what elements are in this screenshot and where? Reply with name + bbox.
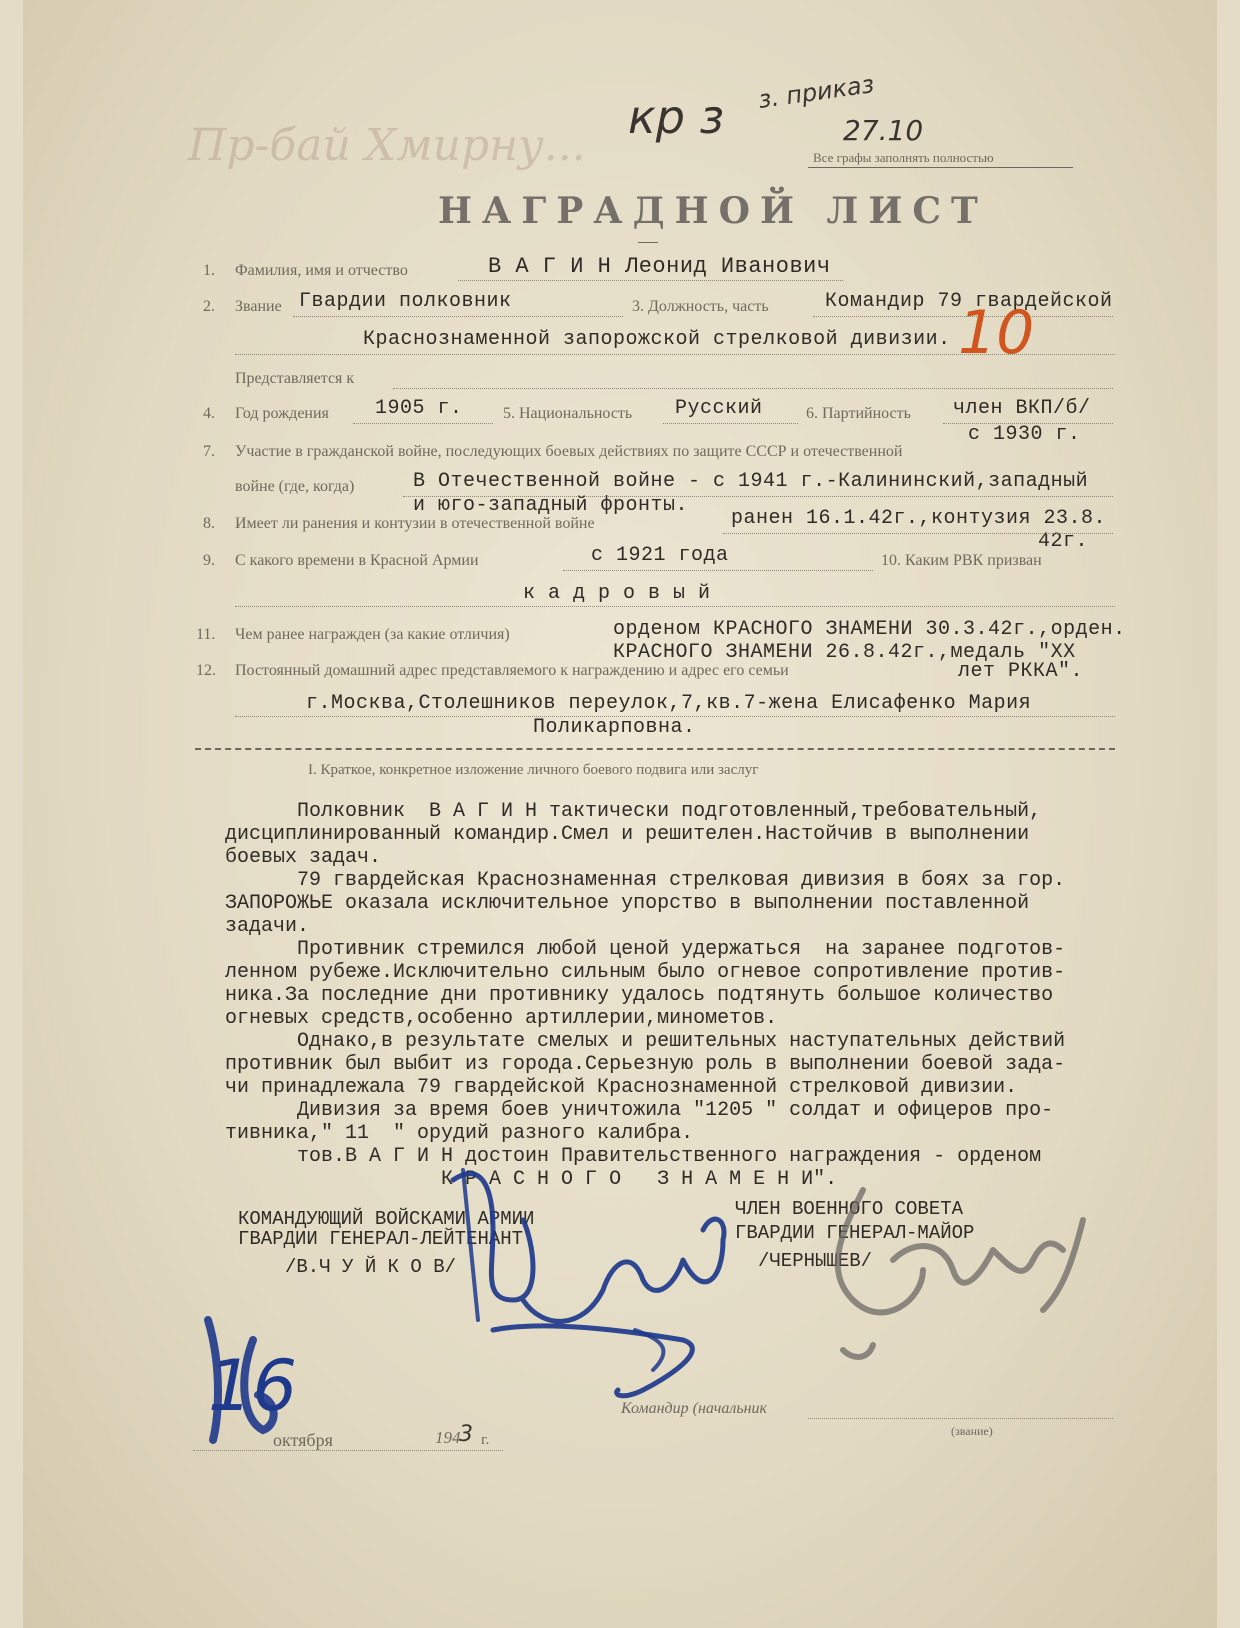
merit-line: Полковник В А Г И Н тактически подготовленный,требовательный, — [225, 800, 1042, 823]
merit-line: чи принадлежала 79 гвардейской Краснознаменной стрелковой дивизии. — [225, 1076, 1018, 1099]
merit-line: Дивизия за время боев уничтожила "1205 " солдат и офицеров про- — [225, 1099, 1054, 1122]
pencil-note: кр з — [628, 90, 725, 144]
field-8-value: ранен 16.1.42г.,контузия 23.8. — [731, 507, 1107, 530]
footer-year-handwritten: 3 — [459, 1422, 473, 1447]
pencil-date: 27.10 — [843, 114, 924, 147]
field-10-value: к а д р о в ы й — [523, 582, 711, 605]
merit-line: Однако,в результате смелых и решительных наступательных действий — [225, 1030, 1066, 1053]
field-3-label: 3. Должность, часть — [632, 298, 769, 315]
handwritten-signatures — [23, 0, 1217, 1628]
merit-line: Противник стремился любой ценой удержаться на заранее подготов- — [225, 938, 1066, 961]
field-11-number: 11. — [196, 626, 216, 643]
field-12-value-continued: Поликарповна. — [533, 716, 696, 739]
chuikov-signature — [453, 1174, 724, 1396]
field-2-label: Звание — [235, 298, 282, 315]
merit-line: тивника," 11 " орудий разного калибра. — [225, 1122, 694, 1145]
field-3-value: Командир 79 гвардейской — [825, 290, 1113, 313]
field-11-value-continued: КРАСНОГО ЗНАМЕНИ 26.8.42г.,медаль "XX — [613, 641, 1076, 664]
field-11-value: орденом КРАСНОГО ЗНАМЕНИ 30.3.42г.,орден. — [613, 618, 1126, 641]
field-9-value: с 1921 года — [591, 544, 729, 567]
merit-line: боевых задач. — [225, 846, 382, 869]
field-12-number: 12. — [196, 662, 216, 679]
left-signatory-rank: ГВАРДИИ ГЕНЕРАЛ-ЛЕЙТЕНАНТ — [238, 1228, 524, 1250]
field-9-label: С какого времени в Красной Армии — [235, 552, 479, 569]
merit-line: задачи. — [225, 915, 310, 938]
field-5-value: Русский — [675, 397, 763, 420]
merit-line: дисциплинированный командир.Смел и решителен.Настойчив в выполнении — [225, 823, 1030, 846]
merit-line: огневых средств,особенно артиллерии,минометов. — [225, 1007, 778, 1030]
left-signatory-title: КОМАНДУЮЩИЙ ВОЙСКАМИ АРМИИ — [238, 1208, 535, 1230]
document-title: НАГРАДНОЙ ЛИСТ — [438, 190, 988, 232]
field-6-label: 6. Партийность — [806, 405, 911, 422]
faded-stamp-text: Пр-бай Хмирну... — [188, 120, 586, 171]
field-12-value: г.Москва,Столешников переулок,7,кв.7-жена Елисафенко Мария — [306, 692, 1032, 715]
field-3-value-continued: Краснознаменной запорожской стрелковой дивизии. — [363, 328, 951, 351]
footer-year: 194 — [435, 1428, 461, 1447]
field-8-number: 8. — [203, 515, 215, 532]
field-7-value: В Отечественной войне - с 1941 г.-Калининский,западный — [413, 470, 1089, 493]
merit-line: противник был выбит из города.Серьезную роль в выполнении боевой зада- — [225, 1053, 1066, 1076]
pencil-note-order: з. приказ — [756, 70, 876, 114]
right-signatory-rank: ГВАРДИИ ГЕНЕРАЛ-МАЙОР — [735, 1222, 975, 1244]
footer-date-line — [193, 1450, 503, 1451]
footer-day: 16 — [208, 1345, 298, 1427]
section-heading: I. Краткое, конкретное изложение личного боевого подвига или заслуг — [308, 762, 759, 778]
left-signatory-name: /В.Ч У Й К О В/ — [285, 1256, 457, 1278]
commander-line — [808, 1418, 1113, 1419]
field-5-label: 5. Национальность — [503, 405, 633, 422]
field-8-label: Имеет ли ранения и контузии в отечественной войне — [235, 515, 595, 532]
right-signatory-name: /ЧЕРНЫШЕВ/ — [758, 1250, 873, 1272]
merit-line: ЗАПОРОЖЬЕ оказала исключительное упорство в выполнении поставленной — [225, 892, 1030, 915]
field-8-value-continued: 42г. — [1038, 530, 1089, 553]
field-4-label: Год рождения — [235, 405, 329, 422]
field-12-label: Постоянный домашний адрес представляемого к награждению и адрес его семьи — [235, 662, 789, 679]
field-9-number: 9. — [203, 552, 215, 569]
merit-line: ленном рубеже.Исключительно сильным было огневое сопротивление против- — [225, 961, 1066, 984]
field-7-value-continued: и юго-западный фронты. — [413, 494, 689, 517]
field-7-label-continued: войне (где, когда) — [235, 478, 355, 495]
presented-label: Представляется к — [235, 370, 355, 387]
field-2-number: 2. — [203, 298, 215, 315]
field-11-label: Чем ранее награжден (за какие отличия) — [235, 626, 510, 643]
merit-line: тов.В А Г И Н достоин Правительственного награждения - орденом — [225, 1145, 1042, 1168]
merit-line: К Р А С Н О Г О З Н А М Е Н И". — [225, 1168, 838, 1191]
merit-line: 79 гвардейская Краснознаменная стрелковая дивизия в боях за гор. — [225, 869, 1066, 892]
right-signatory-title: ЧЛЕН ВОЕННОГО СОВЕТА — [735, 1198, 964, 1220]
field-6-value-continued: с 1930 г. — [968, 423, 1081, 446]
field-4-value: 1905 г. — [375, 397, 463, 420]
field-1-number: 1. — [203, 262, 215, 279]
field-2-value: Гвардии полковник — [299, 290, 512, 313]
field-1-value: В А Г И Н Леонид Иванович — [488, 254, 831, 279]
field-10-label: 10. Каким РВК призван — [881, 552, 1042, 569]
footer-month: октября — [273, 1430, 333, 1450]
merit-line: ника.За последние дни противнику удалось подтянуть большое количество — [225, 984, 1054, 1007]
field-6-value: член ВКП/б/ — [953, 397, 1091, 420]
award-sheet — [23, 0, 1217, 1628]
rank-label: (звание) — [951, 1424, 993, 1438]
field-11-value-continued-2: лет РККА". — [958, 660, 1084, 683]
commander-label: Командир (начальник — [621, 1400, 768, 1417]
chernyshev-signature — [838, 1190, 1083, 1357]
red-pencil-mark: 10 — [958, 298, 1035, 368]
field-1-label: Фамилия, имя и отчество — [235, 262, 408, 279]
field-7-label: Участие в гражданской войне, последующих боевых действиях по защите СССР и отечественной — [235, 443, 903, 460]
footer-year-suffix: г. — [481, 1432, 490, 1448]
field-4-number: 4. — [203, 405, 215, 422]
field-7-number: 7. — [203, 443, 215, 460]
instruction-text: Все графы заполнять полностью — [813, 150, 994, 165]
